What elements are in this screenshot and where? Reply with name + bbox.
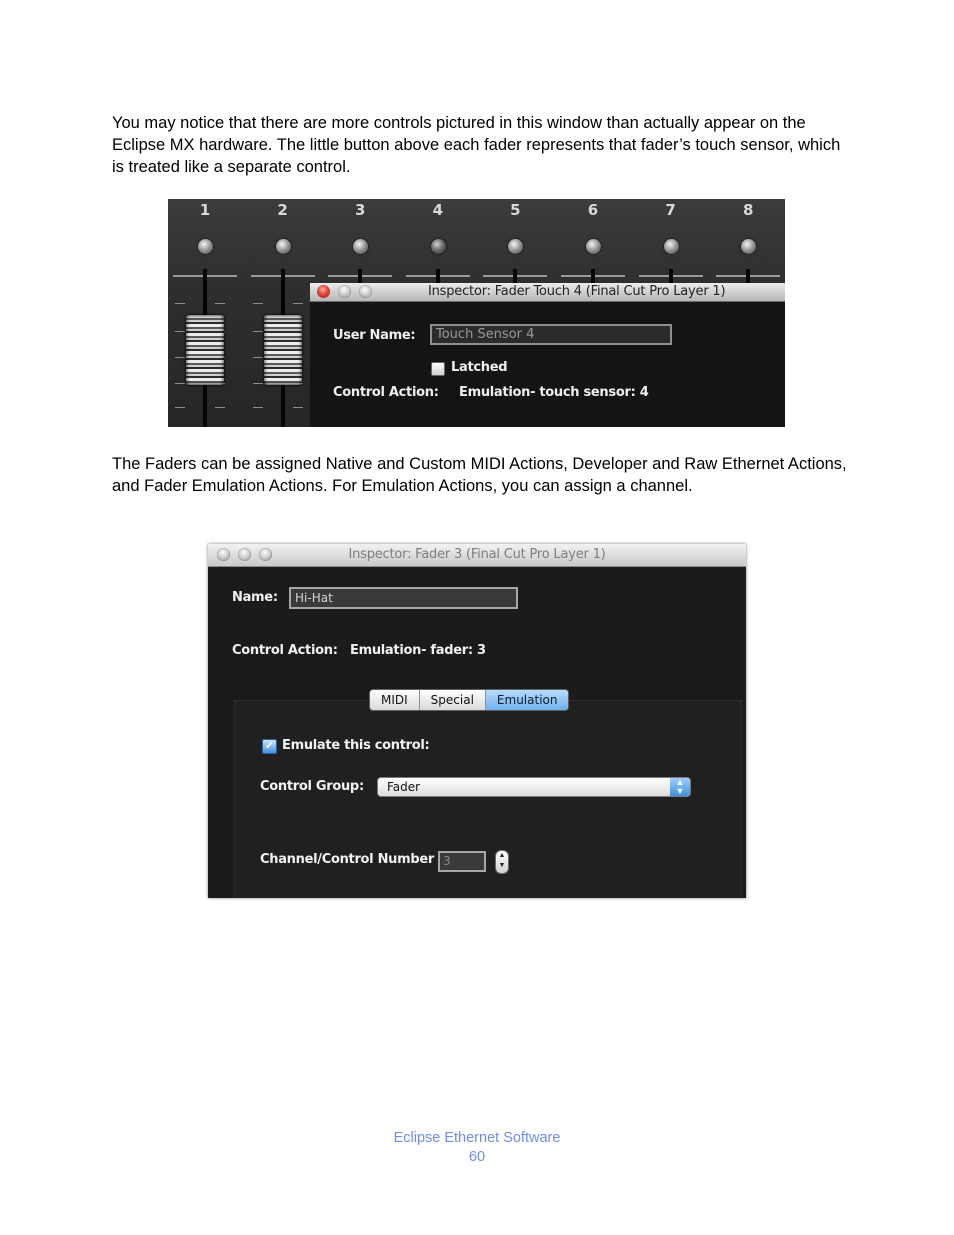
fader-scale-tick [215,407,225,408]
control-action-value: Emulation- fader: 3 [350,643,486,658]
fader-scale-tick [253,383,263,384]
minimize-window-button[interactable] [338,285,351,298]
close-window-button[interactable] [317,285,330,298]
channel-label: Channel/Control Number [260,852,434,867]
touch-sensor-button-5[interactable] [508,239,523,254]
tab-emulation[interactable]: Emulation [486,690,569,710]
fader-panel-screenshot [168,199,785,427]
zoom-window-button[interactable] [359,285,372,298]
touch-sensor-button-4[interactable] [431,239,446,254]
control-group-label: Control Group: [260,779,364,794]
control-group-value: Fader [387,780,421,794]
emulate-checkbox[interactable]: ✓ [262,739,277,754]
touch-sensor-button-8[interactable] [741,239,756,254]
fader-scale-tick [253,357,263,358]
fader-scale-tick [175,407,185,408]
tab-special[interactable]: Special [420,690,486,710]
control-action-value: Emulation- touch sensor: 4 [459,385,649,400]
tab-midi[interactable]: MIDI [370,690,420,710]
user-name-label: User Name: [333,328,416,343]
latched-label: Latched [451,360,508,375]
touch-sensor-button-2[interactable] [276,239,291,254]
action-tab-control[interactable] [369,689,569,711]
fader-inspector-title: Inspector: Fader 3 (Final Cut Pro Layer 1) [348,547,606,562]
channel-number-8: 8 [742,201,754,219]
fader-scale-tick [253,331,263,332]
fader-knob-1[interactable] [186,315,224,385]
touch-sensor-button-3[interactable] [353,239,368,254]
name-input[interactable]: Hi-Hat [289,587,518,609]
fader-scale-tick [175,331,185,332]
control-group-select[interactable] [377,777,691,797]
channel-number-1: 1 [199,201,211,219]
fader-scale-tick [175,303,185,304]
fader-scale-tick [175,357,185,358]
page-number: 60 [468,1149,486,1165]
fader-scale-tick [293,303,303,304]
channel-number-3: 3 [354,201,366,219]
channel-number-2: 2 [277,201,288,219]
touch-sensor-button-1[interactable] [198,239,213,254]
fader-inspector-titlebar [208,544,746,567]
control-action-label: Control Action: [232,643,338,658]
faders-paragraph: The Faders can be assigned Native and Custom MIDI Actions, Developer and Raw Ethernet Actions, and Fader Emulation Actions. For Emulation Actions, you can assign a channel. [112,455,847,495]
fader-scale-tick [253,303,263,304]
fader-inspector-screenshot [208,544,746,898]
footer-title: Eclipse Ethernet Software [393,1130,561,1146]
user-name-input[interactable]: Touch Sensor 4 [430,324,672,345]
channel-number-input[interactable]: 3 [438,851,486,872]
touch-sensor-button-6[interactable] [586,239,601,254]
fader-scale-tick [293,407,303,408]
touch-sensor-inspector-window [310,283,785,427]
intro-paragraph: You may notice that there are more controls pictured in this window than actually appear on the Eclipse MX hardware. The little button above each fader represents that fader’s touch sensor, which is treated like a separate control. [112,114,841,176]
touch-sensor-button-7[interactable] [664,239,679,254]
channel-stepper[interactable]: ▲ ▼ [495,850,509,874]
channel-number-7: 7 [665,201,676,219]
control-action-label: Control Action: [333,385,439,400]
inspector-title: Inspector: Fader Touch 4 (Final Cut Pro Layer 1) [428,284,726,299]
select-arrows-icon: ▲ ▼ [670,778,690,796]
channel-number-5: 5 [510,201,521,219]
fader-knob-2[interactable] [264,315,302,385]
fader-scale-tick [253,407,263,408]
fader-scale-tick [175,383,185,384]
action-tab-panel [234,700,742,898]
channel-number-6: 6 [587,201,599,219]
fader-scale-tick [215,303,225,304]
emulate-label: Emulate this control: [282,738,430,753]
channel-number-4: 4 [432,201,444,219]
name-label: Name: [232,590,278,605]
latched-checkbox[interactable] [431,362,445,376]
inspector-titlebar [310,283,785,302]
